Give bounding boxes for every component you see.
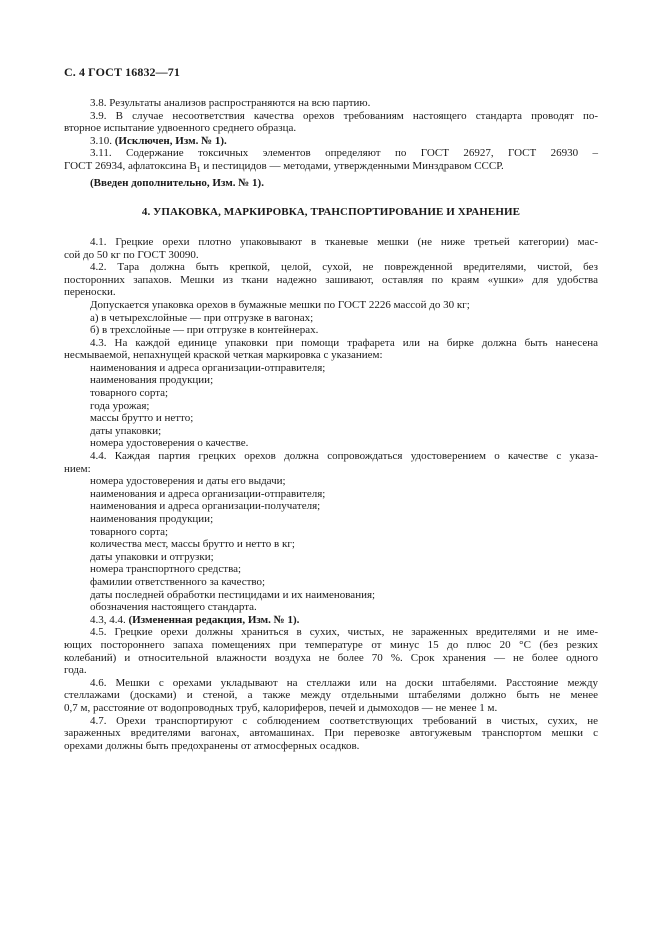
- list-item: наименования и адреса организации-получателя;: [90, 500, 321, 513]
- list-item: года урожая;: [90, 399, 150, 412]
- amendment-note-3-11: (Введен дополнительно, Изм. № 1).: [90, 176, 264, 189]
- paragraph-4-5-line-4: года.: [64, 664, 87, 677]
- list-item: наименования и адреса организации-отправителя;: [90, 487, 326, 500]
- certificate-list: [64, 475, 598, 614]
- list-item: фамилии ответственного за качество;: [90, 575, 266, 588]
- paragraph-4-3-line-2: несмываемой, непахнущей краской четкая маркировка с указанием:: [64, 349, 383, 362]
- list-item: даты последней обработки пестицидами и их наименования;: [90, 588, 376, 601]
- text-fragment: и пестицидов — методами, утвержденными Минздравом СССР.: [200, 159, 504, 172]
- clause-number: 4.3, 4.4.: [90, 613, 126, 626]
- paragraph-4-7-line-2: зараженных вредителями вагонах, автомашинах. При перевозке автогужевым транспортом мешки с: [64, 727, 598, 740]
- list-item: товарного сорта;: [90, 387, 169, 400]
- paragraph-4-7-line-3: орехами должны быть предохранены от атмосферных осадков.: [64, 739, 360, 752]
- list-item: массы брутто и нетто;: [90, 412, 194, 425]
- paragraph-4-6-line-3: 0,7 м, расстояние от водопроводных труб, калориферов, печей и дымоходов — не менее 1 м.: [64, 701, 498, 714]
- list-item: номера удостоверения и даты его выдачи;: [90, 475, 286, 488]
- list-item: номера удостоверения о качестве.: [90, 437, 249, 450]
- paragraph-3-8: 3.8. Результаты анализов распространяются на всю партию.: [90, 97, 371, 109]
- amendment-note: (Исключен, Изм. № 1).: [114, 134, 227, 147]
- paragraph-4-1-line-1: 4.1. Грецкие орехи плотно упаковывают в тканевые мешки (не ниже третьей категории) мас-: [90, 235, 598, 248]
- paragraph-4-2-line-1: 4.2. Тара должна быть крепкой, целой, сухой, не поврежденной вредителями, чистой, без: [90, 261, 598, 274]
- amendment-note: (Измененная редакция, Изм. № 1).: [128, 613, 300, 626]
- paragraph-4-5-line-3: колебаний) и относительной влажности воздуха не более 70 %. Срок хранения — не более одного: [64, 651, 598, 664]
- text-fragment: ГОСТ 26934, афлатоксина B: [64, 159, 197, 172]
- list-item: б) в трехслойные — при отгрузке в контейнерах.: [90, 324, 319, 337]
- section-title: 4. УПАКОВКА, МАРКИРОВКА, ТРАНСПОРТИРОВАНИЕ И ХРАНЕНИЕ: [141, 206, 521, 219]
- list-item: наименования продукции;: [90, 513, 214, 525]
- paragraph-4-1-line-2: сой до 50 кг по ГОСТ 30090.: [64, 248, 199, 261]
- paragraph-4-5-line-1: 4.5. Грецкие орехи должны храниться в сухих, чистых, не зараженных вредителями и не име-: [90, 626, 598, 639]
- list-item: наименования и адреса организации-отправителя;: [90, 361, 326, 374]
- paragraph-3-11-line-2: [64, 160, 598, 177]
- clause-number: 3.10.: [90, 134, 112, 147]
- paragraph-4-6-line-2: стеллажами (досками) и стеной, а также между отдельными штабелями должно быть не менее: [64, 689, 598, 702]
- page-header: С. 4 ГОСТ 16832—71: [64, 65, 180, 79]
- list-item: номера транспортного средства;: [90, 563, 242, 576]
- list-item: даты упаковки;: [90, 424, 162, 437]
- paragraph-allowance: Допускается упаковка орехов в бумажные мешки по ГОСТ 2226 массой до 30 кг;: [90, 298, 470, 311]
- paragraph-4-5-line-2: ющих постороннего запаха помещениях при температуре от минус 15 до плюс 20 °С (без резких: [64, 638, 598, 651]
- list-item: а) в четырехслойные — при отгрузке в вагонах;: [90, 311, 314, 324]
- list-item: количества мест, массы брутто и нетто в кг;: [90, 538, 295, 551]
- list-item: обозначения настоящего стандарта.: [90, 601, 257, 614]
- paragraph-4-3-4-4: [64, 614, 598, 627]
- paragraph-4-2-line-2: посторонних запахов. Мешки из ткани надежно зашивают, оставляя по краям «ушки» для удобства: [64, 273, 598, 286]
- paragraph-3-9-line-1: 3.9. В случае несоответствия качества орехов требованиям настоящего стандарта проводят по-: [90, 109, 598, 122]
- paragraph-4-4-line-2: нием:: [64, 462, 91, 475]
- subscript: 1: [196, 165, 201, 175]
- list-item: наименования продукции;: [90, 374, 214, 387]
- paragraph-4-4-line-1: 4.4. Каждая партия грецких орехов должна сопровождаться удостоверением о качестве с указа-: [90, 450, 598, 463]
- paragraph-4-2-line-3: переноски.: [64, 286, 116, 299]
- list-item: даты упаковки и отгрузки;: [90, 550, 214, 563]
- paragraph-3-9-line-2: вторное испытание удвоенного среднего образца.: [64, 122, 297, 135]
- document-body: [64, 97, 598, 752]
- paragraph-4-3-line-1: 4.3. На каждой единице упаковки при помощи трафарета или на бирке должна быть нанесена: [90, 336, 598, 349]
- paragraph-4-6-line-1: 4.6. Мешки с орехами укладывают на стеллажи или на доски штабелями. Расстояние между: [90, 676, 598, 689]
- marking-list: [64, 362, 598, 450]
- paragraph-4-7-line-1: 4.7. Орехи транспортируют с соблюдением соответствующих требований в чистых, сухих, не: [90, 714, 598, 727]
- list-item: товарного сорта;: [90, 525, 169, 538]
- paragraph-3-11-line-1: 3.11. Содержание токсичных элементов определяют по ГОСТ 26927, ГОСТ 26930 –: [90, 147, 598, 160]
- paragraph-3-10: [64, 135, 598, 148]
